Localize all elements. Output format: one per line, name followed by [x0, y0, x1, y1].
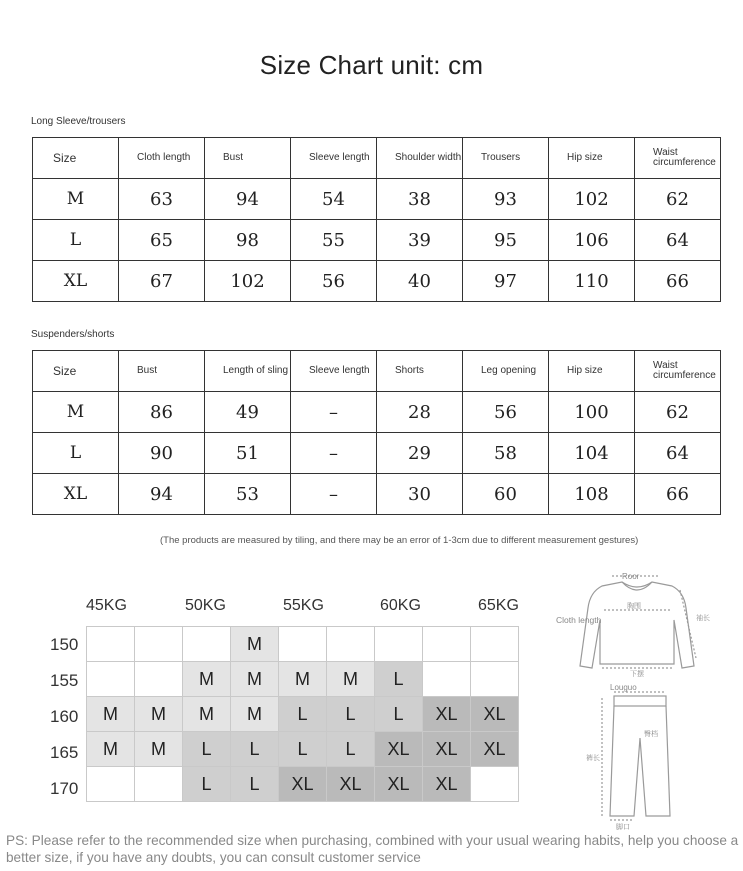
measurement-cell: 28 [377, 392, 463, 433]
measurement-cell: 108 [549, 474, 635, 515]
measurement-cell: 55 [291, 220, 377, 261]
measurement-cell: 65 [119, 220, 205, 261]
grid-cell: M [327, 662, 375, 697]
weight-label: 45KG [86, 597, 127, 614]
height-label: 150 [50, 635, 79, 654]
weight-height-size-grid [86, 626, 519, 802]
grid-cell: XL [423, 697, 471, 732]
grid-cell [87, 627, 135, 662]
column-header: Leg opening [463, 351, 549, 392]
grid-row [87, 697, 519, 732]
grid-cell [423, 627, 471, 662]
measurement-cell: 97 [463, 261, 549, 302]
column-header: Hip size [549, 138, 635, 179]
column-header: Waist circumference [635, 351, 721, 392]
size-cell: M [33, 179, 119, 220]
grid-cell: L [375, 662, 423, 697]
grid-cell: L [231, 767, 279, 802]
measurement-cell: 62 [635, 179, 721, 220]
grid-cell: XL [375, 767, 423, 802]
grid-cell [135, 627, 183, 662]
grid-cell [279, 627, 327, 662]
measurement-note: (The products are measured by tiling, and there may be an error of 1-3cm due to different measurement gestures) [160, 535, 639, 546]
grid-cell: L [183, 732, 231, 767]
height-label: 155 [50, 671, 79, 690]
measurement-cell: 102 [549, 179, 635, 220]
measurement-cell: 90 [119, 433, 205, 474]
measurement-cell: 66 [635, 261, 721, 302]
measurement-cell: – [291, 392, 377, 433]
table-row [33, 392, 721, 433]
measurement-cell: 98 [205, 220, 291, 261]
grid-cell: M [87, 697, 135, 732]
grid-cell: XL [423, 732, 471, 767]
measurement-cell: 51 [205, 433, 291, 474]
measurement-cell: 60 [463, 474, 549, 515]
size-cell: XL [33, 474, 119, 515]
grid-cell: M [231, 627, 279, 662]
measurement-cell: 64 [635, 220, 721, 261]
size-cell: L [33, 220, 119, 261]
weight-label: 55KG [283, 597, 324, 614]
table2-label: Suspenders/shorts [31, 329, 115, 340]
grid-cell: L [183, 767, 231, 802]
grid-cell [471, 767, 519, 802]
grid-cell [327, 627, 375, 662]
measurement-cell: 62 [635, 392, 721, 433]
shoulder-label: Roor [622, 572, 640, 581]
long-sleeve-size-table [32, 137, 721, 302]
measurement-cell: 56 [291, 261, 377, 302]
hem-label: 下摆 [630, 671, 644, 678]
grid-cell: XL [423, 767, 471, 802]
grid-cell: L [279, 697, 327, 732]
measurement-cell: 56 [463, 392, 549, 433]
measurement-cell: 67 [119, 261, 205, 302]
grid-cell: XL [327, 767, 375, 802]
table1-label: Long Sleeve/trousers [31, 116, 126, 127]
grid-cell [135, 767, 183, 802]
grid-cell [375, 627, 423, 662]
column-header: Bust [205, 138, 291, 179]
column-header: Sleeve length [291, 351, 377, 392]
trousers-icon [602, 692, 670, 820]
measurement-cell: 100 [549, 392, 635, 433]
leg-opening-label: 脚口 [616, 824, 630, 830]
grid-cell: M [135, 697, 183, 732]
grid-cell [471, 662, 519, 697]
measurement-cell: 106 [549, 220, 635, 261]
waist-label: Louguo [610, 683, 637, 692]
grid-cell: L [327, 732, 375, 767]
column-header: Size [33, 351, 119, 392]
grid-cell: XL [279, 767, 327, 802]
grid-cell [423, 662, 471, 697]
grid-cell: M [231, 662, 279, 697]
measurement-cell: 30 [377, 474, 463, 515]
column-header: Trousers [463, 138, 549, 179]
grid-cell [135, 662, 183, 697]
grid-cell: L [279, 732, 327, 767]
measurement-cell: 110 [549, 261, 635, 302]
weight-label: 60KG [380, 597, 421, 614]
grid-cell [87, 767, 135, 802]
height-label: 165 [50, 743, 79, 762]
measurement-cell: 94 [205, 179, 291, 220]
weight-label: 65KG [478, 597, 519, 614]
weight-label: 50KG [185, 597, 226, 614]
size-cell: XL [33, 261, 119, 302]
column-header: Hip size [549, 351, 635, 392]
grid-cell: M [231, 697, 279, 732]
cloth-length-label: Cloth length [556, 615, 602, 625]
measurement-cell: 66 [635, 474, 721, 515]
measurement-cell: 38 [377, 179, 463, 220]
measurement-cell: 93 [463, 179, 549, 220]
table-row [33, 261, 721, 302]
measurement-cell: 49 [205, 392, 291, 433]
measurement-cell: 58 [463, 433, 549, 474]
size-cell: L [33, 433, 119, 474]
page-title: Size Chart unit: cm [259, 50, 484, 80]
table-row [33, 220, 721, 261]
grid-cell [471, 627, 519, 662]
column-header: Waist circumference [635, 138, 721, 179]
measurement-cell: – [291, 433, 377, 474]
grid-cell [87, 662, 135, 697]
grid-cell: M [183, 662, 231, 697]
weight-header-row [0, 597, 560, 619]
column-header: Shorts [377, 351, 463, 392]
height-label: 170 [50, 779, 79, 798]
grid-row [87, 767, 519, 802]
sleeve-label: 袖长 [696, 615, 710, 622]
grid-cell: XL [471, 732, 519, 767]
grid-cell: L [231, 732, 279, 767]
hip-label: 臀档 [644, 731, 658, 738]
measurement-cell: – [291, 474, 377, 515]
measurement-cell: 95 [463, 220, 549, 261]
measurement-cell: 54 [291, 179, 377, 220]
measurement-cell: 104 [549, 433, 635, 474]
measurement-cell: 40 [377, 261, 463, 302]
column-header: Shoulder width [377, 138, 463, 179]
measurement-cell: 64 [635, 433, 721, 474]
grid-cell: L [375, 697, 423, 732]
grid-cell: M [135, 732, 183, 767]
grid-cell [183, 627, 231, 662]
measurement-cell: 86 [119, 392, 205, 433]
suspenders-size-table [32, 350, 721, 515]
grid-cell: M [87, 732, 135, 767]
garment-measurement-diagram [552, 568, 742, 830]
trouser-length-label: 裤长 [586, 755, 600, 762]
measurement-cell: 53 [205, 474, 291, 515]
chest-label: 胸围 [627, 603, 641, 610]
grid-row [87, 662, 519, 697]
grid-cell: L [327, 697, 375, 732]
column-header: Size [33, 138, 119, 179]
column-header: Cloth length [119, 138, 205, 179]
column-header: Bust [119, 351, 205, 392]
grid-cell: XL [471, 697, 519, 732]
measurement-cell: 29 [377, 433, 463, 474]
size-cell: M [33, 392, 119, 433]
table-header-row [33, 138, 721, 179]
table-row [33, 433, 721, 474]
grid-cell: M [183, 697, 231, 732]
grid-row [87, 732, 519, 767]
height-label: 160 [50, 707, 79, 726]
measurement-cell: 94 [119, 474, 205, 515]
grid-cell: XL [375, 732, 423, 767]
column-header: Length of sling [205, 351, 291, 392]
table-row [33, 474, 721, 515]
table-header-row [33, 351, 721, 392]
purchase-tip: PS: Please refer to the recommended size when purchasing, combined with your usual wearing habits, help you choose a better size, if you have any doubts, you can consult customer service [6, 833, 739, 865]
measurement-cell: 39 [377, 220, 463, 261]
grid-cell: M [279, 662, 327, 697]
grid-row [87, 627, 519, 662]
measurement-cell: 63 [119, 179, 205, 220]
table-row [33, 179, 721, 220]
column-header: Sleeve length [291, 138, 377, 179]
measurement-cell: 102 [205, 261, 291, 302]
